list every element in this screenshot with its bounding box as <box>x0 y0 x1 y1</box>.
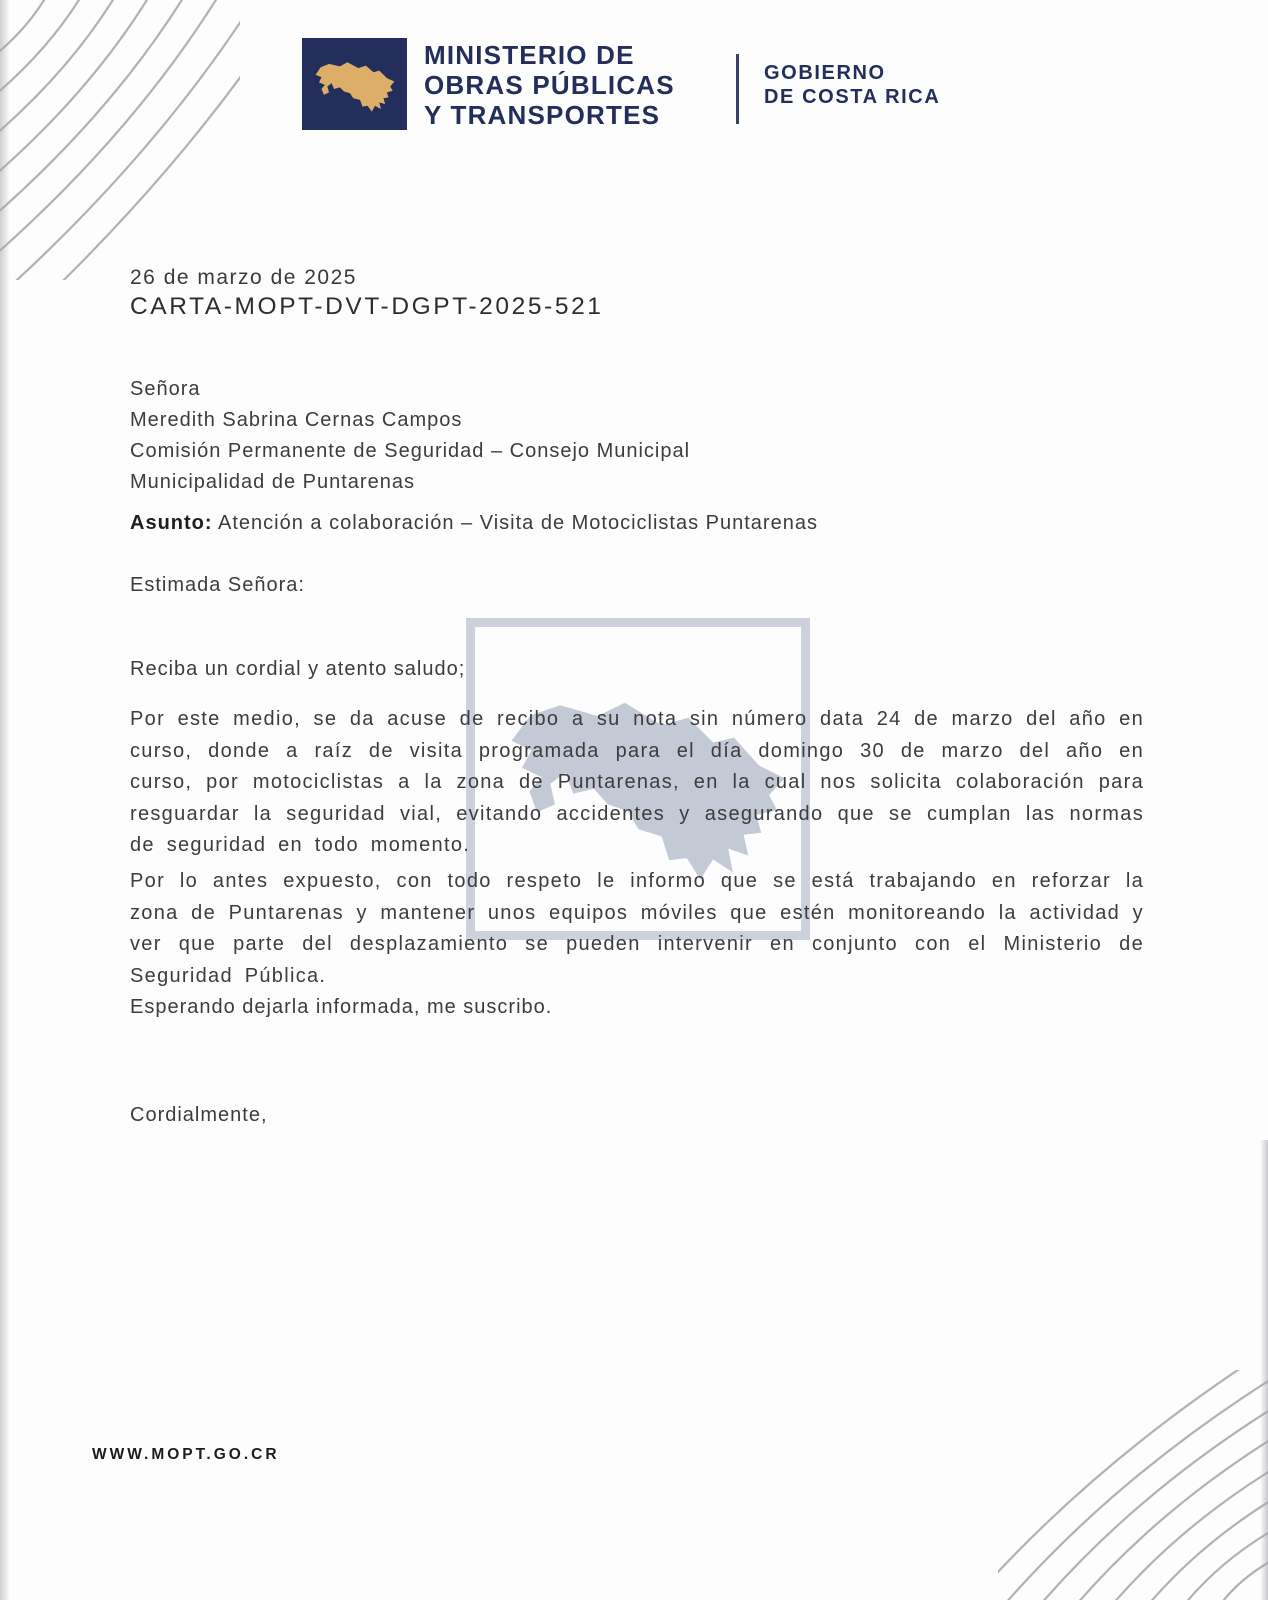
corner-lines-bottom-right-decoration <box>998 1370 1268 1600</box>
greeting-line: Reciba un cordial y atento saludo; <box>130 658 466 680</box>
costa-rica-map-icon <box>312 53 398 115</box>
subject-line <box>130 512 1144 535</box>
recipient-block <box>130 374 1144 498</box>
letter-date: 26 de marzo de 2025 <box>130 266 357 289</box>
website-footer: WWW.MOPT.GO.CR <box>92 1446 280 1463</box>
recipient-municipality: Municipalidad de Puntarenas <box>130 471 415 493</box>
recipient-name: Meredith Sabrina Cernas Campos <box>130 409 463 431</box>
subject-text: Atención a colaboración – Visita de Motociclistas Puntarenas <box>212 512 818 534</box>
body-paragraph-2: Por lo antes expuesto, con todo respeto le informo que se está trabajando en reforzar la zona de Puntarenas y mantener unos equipos móviles que estén monitoreando la actividad y ver que parte del desplazamiento se pueden intervenir en conjunto con el Ministerio de Seguridad Pública. <box>130 870 1144 987</box>
recipient-commission: Comisión Permanente de Seguridad – Consejo Municipal <box>130 440 691 462</box>
ministry-name <box>424 40 675 130</box>
pre-closing-line: Esperando dejarla informada, me suscribo. <box>130 996 553 1018</box>
mopt-logo <box>302 38 407 130</box>
recipient-title: Señora <box>130 378 201 400</box>
header-divider <box>736 54 739 124</box>
government-name <box>764 61 940 109</box>
letter-reference: CARTA-MOPT-DVT-DGPT-2025-521 <box>130 293 604 320</box>
government-name-line: GOBIERNO <box>764 62 886 84</box>
subject-label: Asunto: <box>130 512 213 534</box>
body-paragraph-1: Por este medio, se da acuse de recibo a su nota sin número data 24 de marzo del año en curso, donde a raíz de visita programada para el día domingo 30 de marzo del año en curso, por motociclistas a la zona de Puntarenas, en la cual nos solicita colaboración para resguardar la seguridad vial, evitando accidentes y asegurando que se cumplan las normas de seguridad en todo momento. <box>130 708 1144 856</box>
ministry-name-line: MINISTERIO DE <box>424 40 635 70</box>
page-right-edge-shadow <box>1260 1140 1268 1600</box>
government-name-line: DE COSTA RICA <box>764 86 941 108</box>
ministry-name-line: OBRAS PÚBLICAS <box>424 70 675 100</box>
ministry-name-line: Y TRANSPORTES <box>424 100 661 130</box>
salutation: Estimada Señora: <box>130 574 305 596</box>
closing-line: Cordialmente, <box>130 1104 268 1126</box>
corner-lines-top-left-decoration <box>0 0 240 280</box>
page-left-edge-shadow <box>0 0 10 1600</box>
